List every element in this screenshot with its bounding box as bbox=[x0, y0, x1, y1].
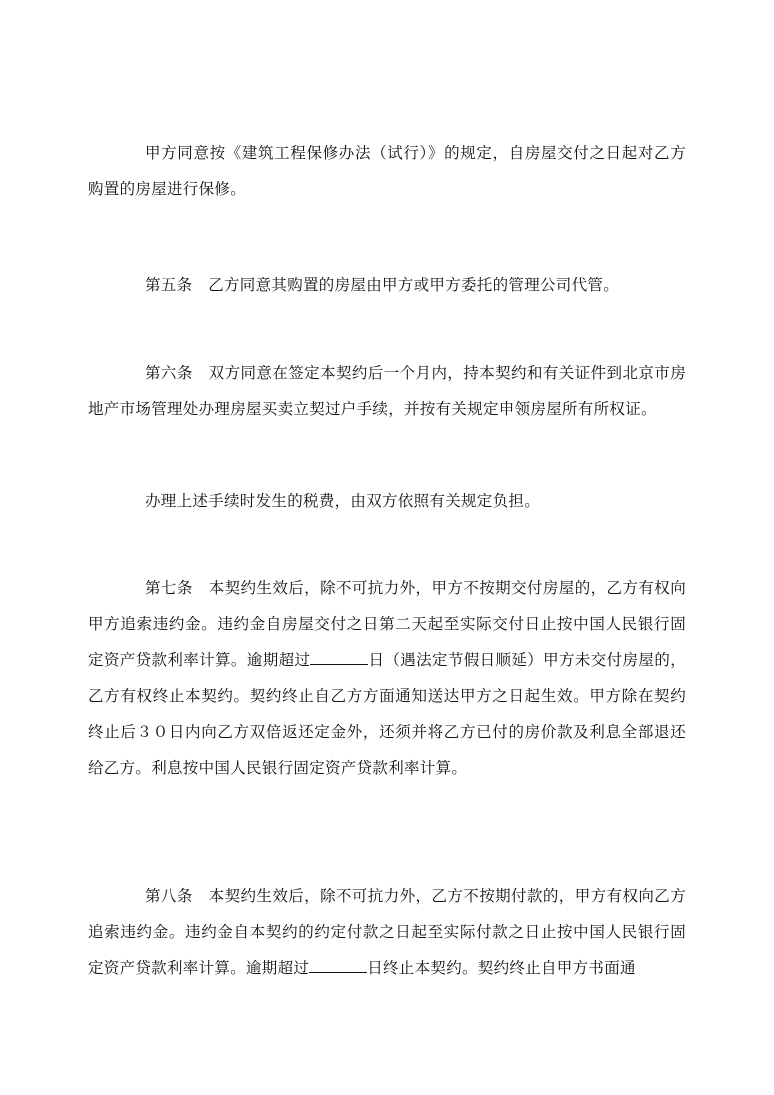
paragraph-article-8-text-a: 第八条 本契约生效后，除不可抗力外，乙方不按期付款的，甲方有权向乙方追索违约金。违约金自本契约的约定付款之日起至实际付款之日止按中国人民银行固定资产贷款利率计算。逾期超过 bbox=[88, 887, 686, 977]
paragraph-warranty-text: 甲方同意按《建筑工程保修办法（试行）》的规定，自房屋交付之日起对乙方购置的房屋进行保修。 bbox=[88, 144, 686, 198]
paragraph-article-7 bbox=[88, 570, 686, 786]
paragraph-article-6 bbox=[88, 355, 686, 427]
fill-in-blank-days[interactable] bbox=[310, 650, 368, 665]
paragraph-article-5-text: 第五条 乙方同意其购置的房屋由甲方或甲方委托的管理公司代管。 bbox=[145, 276, 620, 294]
paragraph-article-6-text: 第六条 双方同意在签定本契约后一个月内，持本契约和有关证件到北京市房地产市场管理处办理房屋买卖立契过户手续，并按有关规定申领房屋所有所权证。 bbox=[88, 364, 686, 418]
paragraph-article-7-text-a: 第七条 本契约生效后，除不可抗力外，甲方不按期交付房屋的，乙方有权向甲方追索违约金。违约金自房屋交付之日第二天起至实际交付日止按中国人民银行固定资产贷款利率计算。逾期超过 bbox=[88, 579, 686, 669]
fill-in-blank-days[interactable] bbox=[309, 958, 367, 973]
paragraph-taxes bbox=[88, 483, 686, 519]
paragraph-warranty bbox=[88, 135, 686, 207]
paragraph-article-7-text-b: 日（遇法定节假日顺延）甲方未交付房屋的，乙方有权终止本契约。契约终止自乙方方面通知送达甲方之日起生效。甲方除在契约终止后３０日内向乙方双倍返还定金外，还须并将乙方已付的房价款及利息全部退还给乙方。利息按中国人民银行固定资产贷款利率计算。 bbox=[88, 651, 686, 777]
paragraph-taxes-text: 办理上述手续时发生的税费，由双方依照有关规定负担。 bbox=[145, 492, 541, 510]
paragraph-article-8 bbox=[88, 878, 686, 986]
paragraph-article-5 bbox=[88, 267, 686, 303]
paragraph-article-8-text-b: 日终止本契约。契约终止自甲方书面通 bbox=[367, 959, 636, 977]
